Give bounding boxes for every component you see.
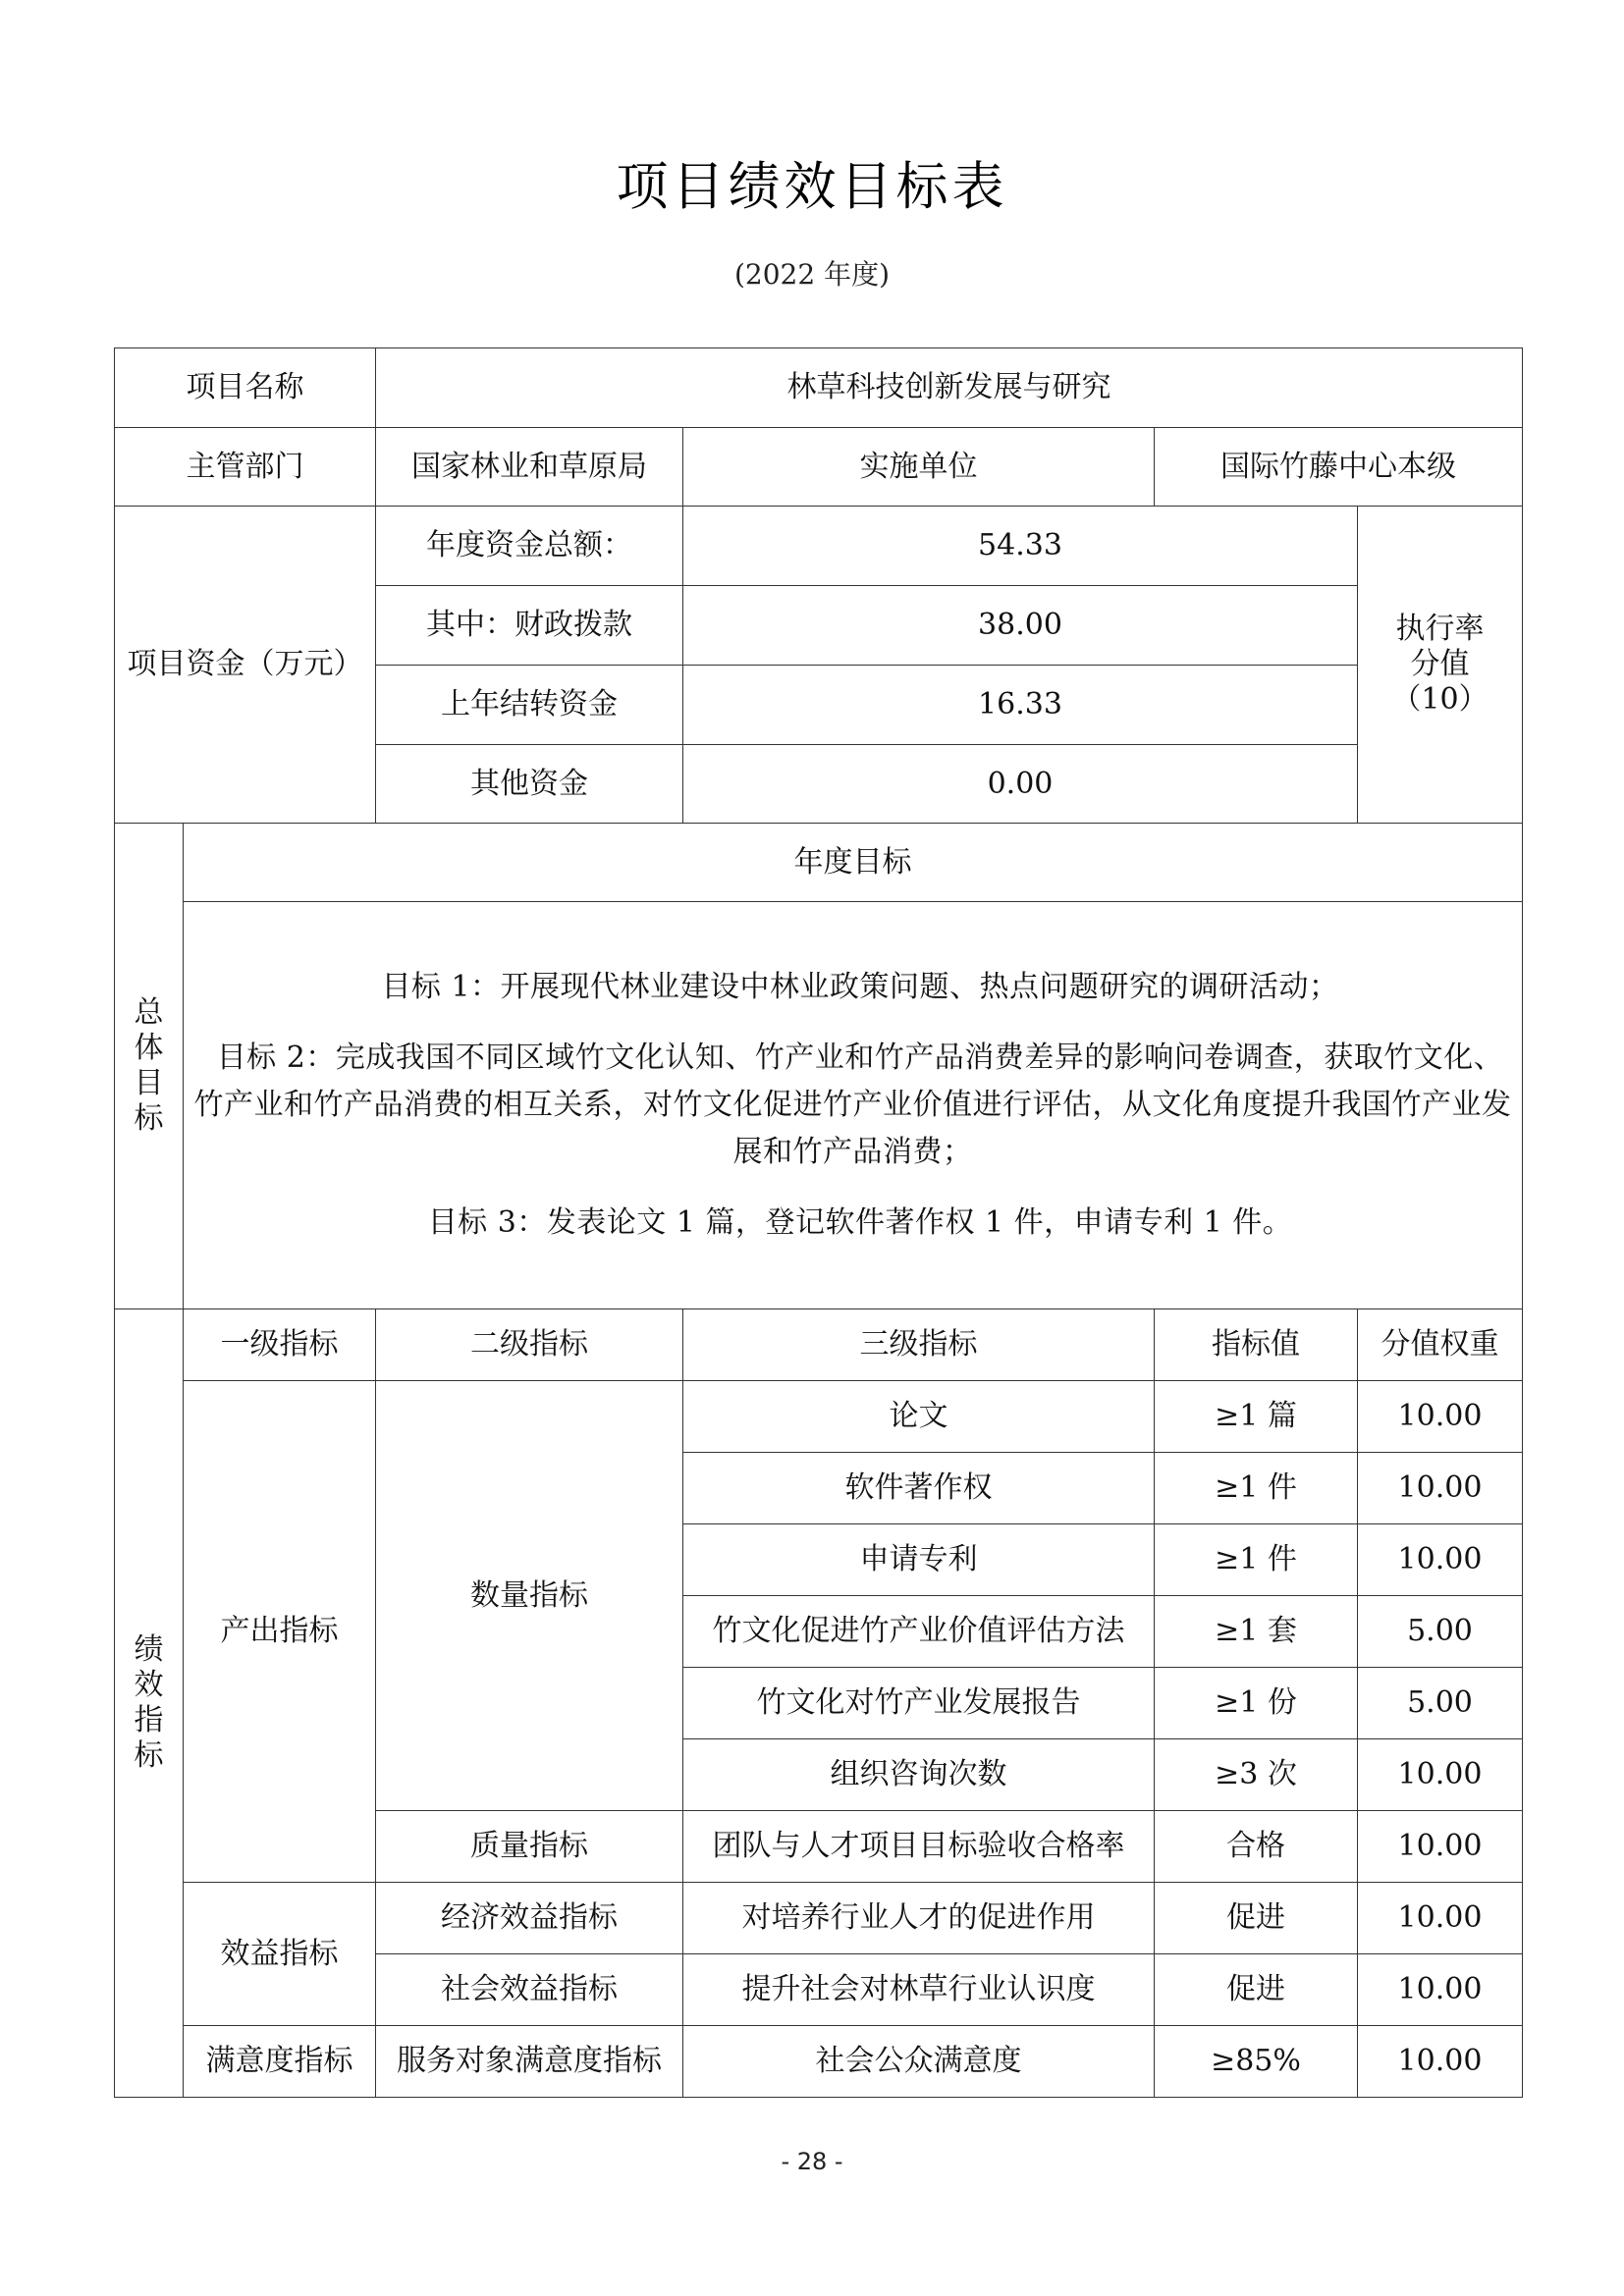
indicator-weight: 10.00 bbox=[1358, 1381, 1523, 1453]
column-header-weight: 分值权重 bbox=[1358, 1309, 1523, 1381]
funds-row-label: 上年结转资金 bbox=[376, 666, 683, 745]
execution-rate-score bbox=[1358, 507, 1523, 824]
column-header-level3: 三级指标 bbox=[683, 1309, 1155, 1381]
department-value: 国家林业和草原局 bbox=[376, 428, 683, 507]
level1-benefit: 效益指标 bbox=[184, 1883, 376, 2026]
funds-label: 项目资金（万元） bbox=[115, 507, 376, 824]
funds-row bbox=[115, 507, 1523, 586]
indicator-row bbox=[115, 2026, 1523, 2098]
indicator-name: 组织咨询次数 bbox=[683, 1739, 1155, 1811]
indicator-value: ≥1 份 bbox=[1155, 1668, 1358, 1739]
indicator-weight: 10.00 bbox=[1358, 1524, 1523, 1596]
side-label-char: 效 bbox=[134, 1668, 164, 1702]
funds-row-value: 16.33 bbox=[683, 666, 1358, 745]
overall-goal-body-row bbox=[115, 902, 1523, 1309]
indicator-weight: 10.00 bbox=[1358, 1954, 1523, 2026]
indicator-name: 社会公众满意度 bbox=[683, 2026, 1155, 2098]
performance-indicator-side-label bbox=[115, 1309, 184, 2098]
funds-row-label: 年度资金总额： bbox=[376, 507, 683, 586]
execution-rate-line: （10） bbox=[1391, 682, 1489, 717]
indicator-value: ≥1 套 bbox=[1155, 1596, 1358, 1668]
indicator-value: ≥3 次 bbox=[1155, 1739, 1358, 1811]
indicator-header-row bbox=[115, 1309, 1523, 1381]
department-label: 主管部门 bbox=[115, 428, 376, 507]
page-number: - 28 - bbox=[781, 2148, 843, 2175]
funds-row-value: 38.00 bbox=[683, 586, 1358, 666]
indicator-name: 竹文化促进竹产业价值评估方法 bbox=[683, 1596, 1155, 1668]
level2-quality: 质量指标 bbox=[376, 1811, 683, 1883]
overall-goal-side-label bbox=[115, 824, 184, 1309]
page-title: 项目绩效目标表 bbox=[616, 157, 1008, 217]
implementing-unit-value: 国际竹藤中心本级 bbox=[1155, 428, 1523, 507]
indicator-value: ≥1 件 bbox=[1155, 1524, 1358, 1596]
side-label-char: 指 bbox=[134, 1703, 164, 1737]
indicator-weight: 10.00 bbox=[1358, 2026, 1523, 2098]
indicator-name: 论文 bbox=[683, 1381, 1155, 1453]
overall-goal-header-row bbox=[115, 824, 1523, 902]
level1-output: 产出指标 bbox=[184, 1381, 376, 1883]
implementing-unit-label: 实施单位 bbox=[683, 428, 1155, 507]
indicator-weight: 5.00 bbox=[1358, 1668, 1523, 1739]
indicator-value: 合格 bbox=[1155, 1811, 1358, 1883]
level2-service: 服务对象满意度指标 bbox=[376, 2026, 683, 2098]
funds-row-label: 其中：财政拨款 bbox=[376, 586, 683, 666]
performance-goal-table bbox=[114, 347, 1523, 2098]
level1-satisfaction: 满意度指标 bbox=[184, 2026, 376, 2098]
column-header-value: 指标值 bbox=[1155, 1309, 1358, 1381]
goal-item: 目标 3：发表论文 1 篇，登记软件著作权 1 件，申请专利 1 件。 bbox=[427, 1205, 1293, 1240]
column-header-level1: 一级指标 bbox=[184, 1309, 376, 1381]
indicator-value: ≥1 篇 bbox=[1155, 1381, 1358, 1453]
goal-item: 目标 1：开展现代林业建设中林业政策问题、热点问题研究的调研活动； bbox=[381, 970, 1339, 1004]
indicator-value: 促进 bbox=[1155, 1883, 1358, 1954]
annual-goal-header: 年度目标 bbox=[184, 824, 1523, 902]
project-name-label: 项目名称 bbox=[115, 348, 376, 428]
page-subtitle-year: (2022 年度) bbox=[733, 258, 890, 291]
indicator-value: ≥85% bbox=[1155, 2026, 1358, 2098]
side-label-char: 标 bbox=[134, 1101, 164, 1136]
funds-row-label: 其他资金 bbox=[376, 745, 683, 824]
indicator-row bbox=[115, 1381, 1523, 1453]
goal-item: 目标 2：完成我国不同区域竹文化认知、竹产业和竹产品消费差异的影响问卷调查，获取竹文化、竹产业和竹产品消费的相互关系，对竹文化促进竹产业价值进行评估，从文化角度提升我国竹产业发展和竹产品消费； bbox=[193, 1041, 1512, 1169]
indicator-weight: 10.00 bbox=[1358, 1453, 1523, 1524]
indicator-row bbox=[115, 1883, 1523, 1954]
side-label-char: 标 bbox=[134, 1738, 164, 1773]
execution-rate-line: 执行率 bbox=[1395, 612, 1485, 646]
annual-goals bbox=[184, 902, 1523, 1309]
execution-rate-line: 分值 bbox=[1410, 647, 1470, 681]
side-label-char: 绩 bbox=[134, 1632, 164, 1667]
level2-quantity: 数量指标 bbox=[376, 1381, 683, 1811]
project-name-row bbox=[115, 348, 1523, 428]
funds-row-value: 54.33 bbox=[683, 507, 1358, 586]
indicator-weight: 10.00 bbox=[1358, 1739, 1523, 1811]
indicator-weight: 10.00 bbox=[1358, 1811, 1523, 1883]
funds-row-value: 0.00 bbox=[683, 745, 1358, 824]
project-name-value: 林草科技创新发展与研究 bbox=[376, 348, 1523, 428]
side-label-char: 目 bbox=[134, 1066, 164, 1100]
indicator-value: ≥1 件 bbox=[1155, 1453, 1358, 1524]
indicator-name: 团队与人才项目目标验收合格率 bbox=[683, 1811, 1155, 1883]
indicator-name: 软件著作权 bbox=[683, 1453, 1155, 1524]
department-row bbox=[115, 428, 1523, 507]
level2-economic: 经济效益指标 bbox=[376, 1883, 683, 1954]
indicator-value: 促进 bbox=[1155, 1954, 1358, 2026]
indicator-name: 竹文化对竹产业发展报告 bbox=[683, 1668, 1155, 1739]
level2-social: 社会效益指标 bbox=[376, 1954, 683, 2026]
indicator-weight: 10.00 bbox=[1358, 1883, 1523, 1954]
indicator-name: 申请专利 bbox=[683, 1524, 1155, 1596]
side-label-char: 体 bbox=[134, 1031, 164, 1065]
side-label-char: 总 bbox=[134, 995, 164, 1030]
indicator-name: 提升社会对林草行业认识度 bbox=[683, 1954, 1155, 2026]
column-header-level2: 二级指标 bbox=[376, 1309, 683, 1381]
indicator-name: 对培养行业人才的促进作用 bbox=[683, 1883, 1155, 1954]
indicator-weight: 5.00 bbox=[1358, 1596, 1523, 1668]
